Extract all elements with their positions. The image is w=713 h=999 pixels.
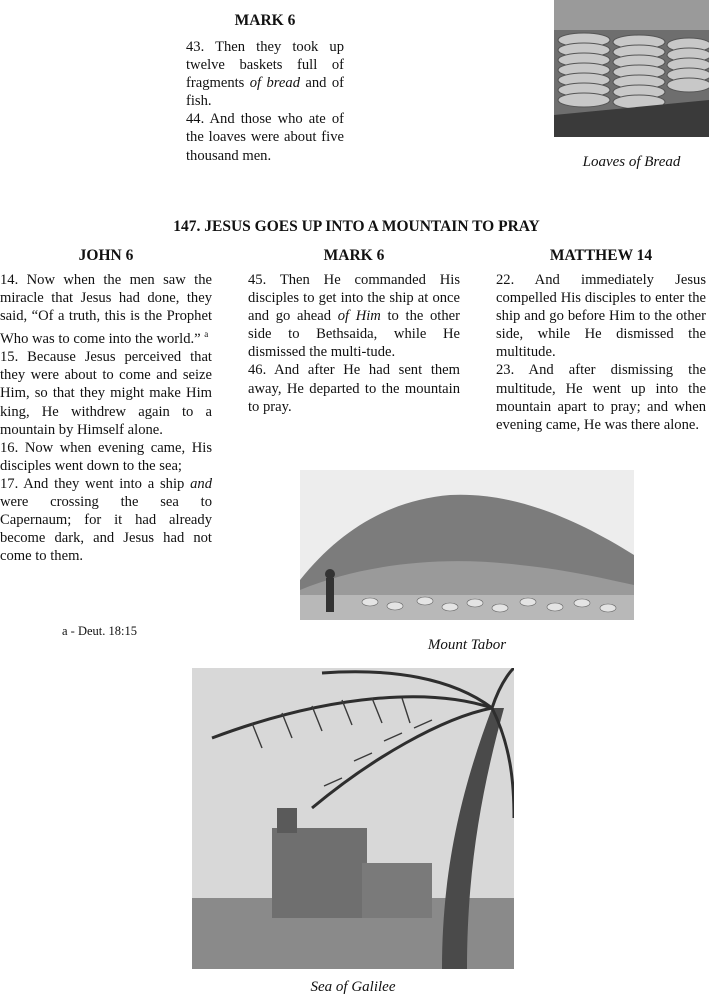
verse-23: 23. And after dismissing the multitude, He went up into the mountain apart to pray; and when evening came, He was there alone. [496,362,706,433]
mount-tabor-photo [300,470,634,620]
sea-of-galilee-caption: Sea of Galilee [310,979,396,995]
top-mark-verses [186,38,344,165]
loaves-of-bread-caption: Loaves of Bread [582,154,681,170]
mount-tabor-caption: Mount Tabor [427,637,507,653]
sea-of-galilee-photo [192,668,514,969]
footnote: a - Deut. 18:15 [62,624,137,638]
verse-15: 15. Because Jesus perceived that they were about to come and seize Him, so that they might make Him king, He withdrew again to a mountain by Himself alone. [0,349,212,438]
mark-heading: MARK 6 [323,247,385,264]
mark-verses [248,271,460,416]
verse-17: 17. And they went into a ship and were crossing the sea to Capernaum; for it had already become dark, and Jesus had not come to them. [0,475,212,565]
john-heading: JOHN 6 [78,247,134,264]
john-verses [0,271,212,565]
verse-22: 22. And immediately Jesus compelled His disciples to enter the ship and go before Him to the other side, while He dismissed the multitude. [496,272,706,361]
matthew-verses [496,271,706,434]
verse-16: 16. Now when evening came, His disciples went down to the sea; [0,439,212,474]
matthew-heading: MATTHEW 14 [549,247,653,264]
verse-44: 44. And those who ate of the loaves were about five thousand men. [186,111,344,164]
verse-14: 14. Now when the men saw the miracle that Jesus had done, they said, “Of a truth, this is the Prophet Who was to come into the world.” $^a$ [0,272,212,348]
top-mark-heading: MARK 6 [234,12,296,29]
loaves-of-bread-photo [554,0,709,137]
verse-45: 45. Then He commanded His disciples to get into the ship at once and go ahead of Him to the other side to Bethsaida, while He dismissed the multi-tude. [248,272,460,361]
section-title: 147. JESUS GOES UP INTO A MOUNTAIN TO PRAY [173,218,540,235]
verse-43: 43. Then they took up twelve baskets full of fragments of bread and of fish. [186,39,344,110]
verse-46: 46. And after He had sent them away, He departed to the mountain to pray. [248,362,460,415]
